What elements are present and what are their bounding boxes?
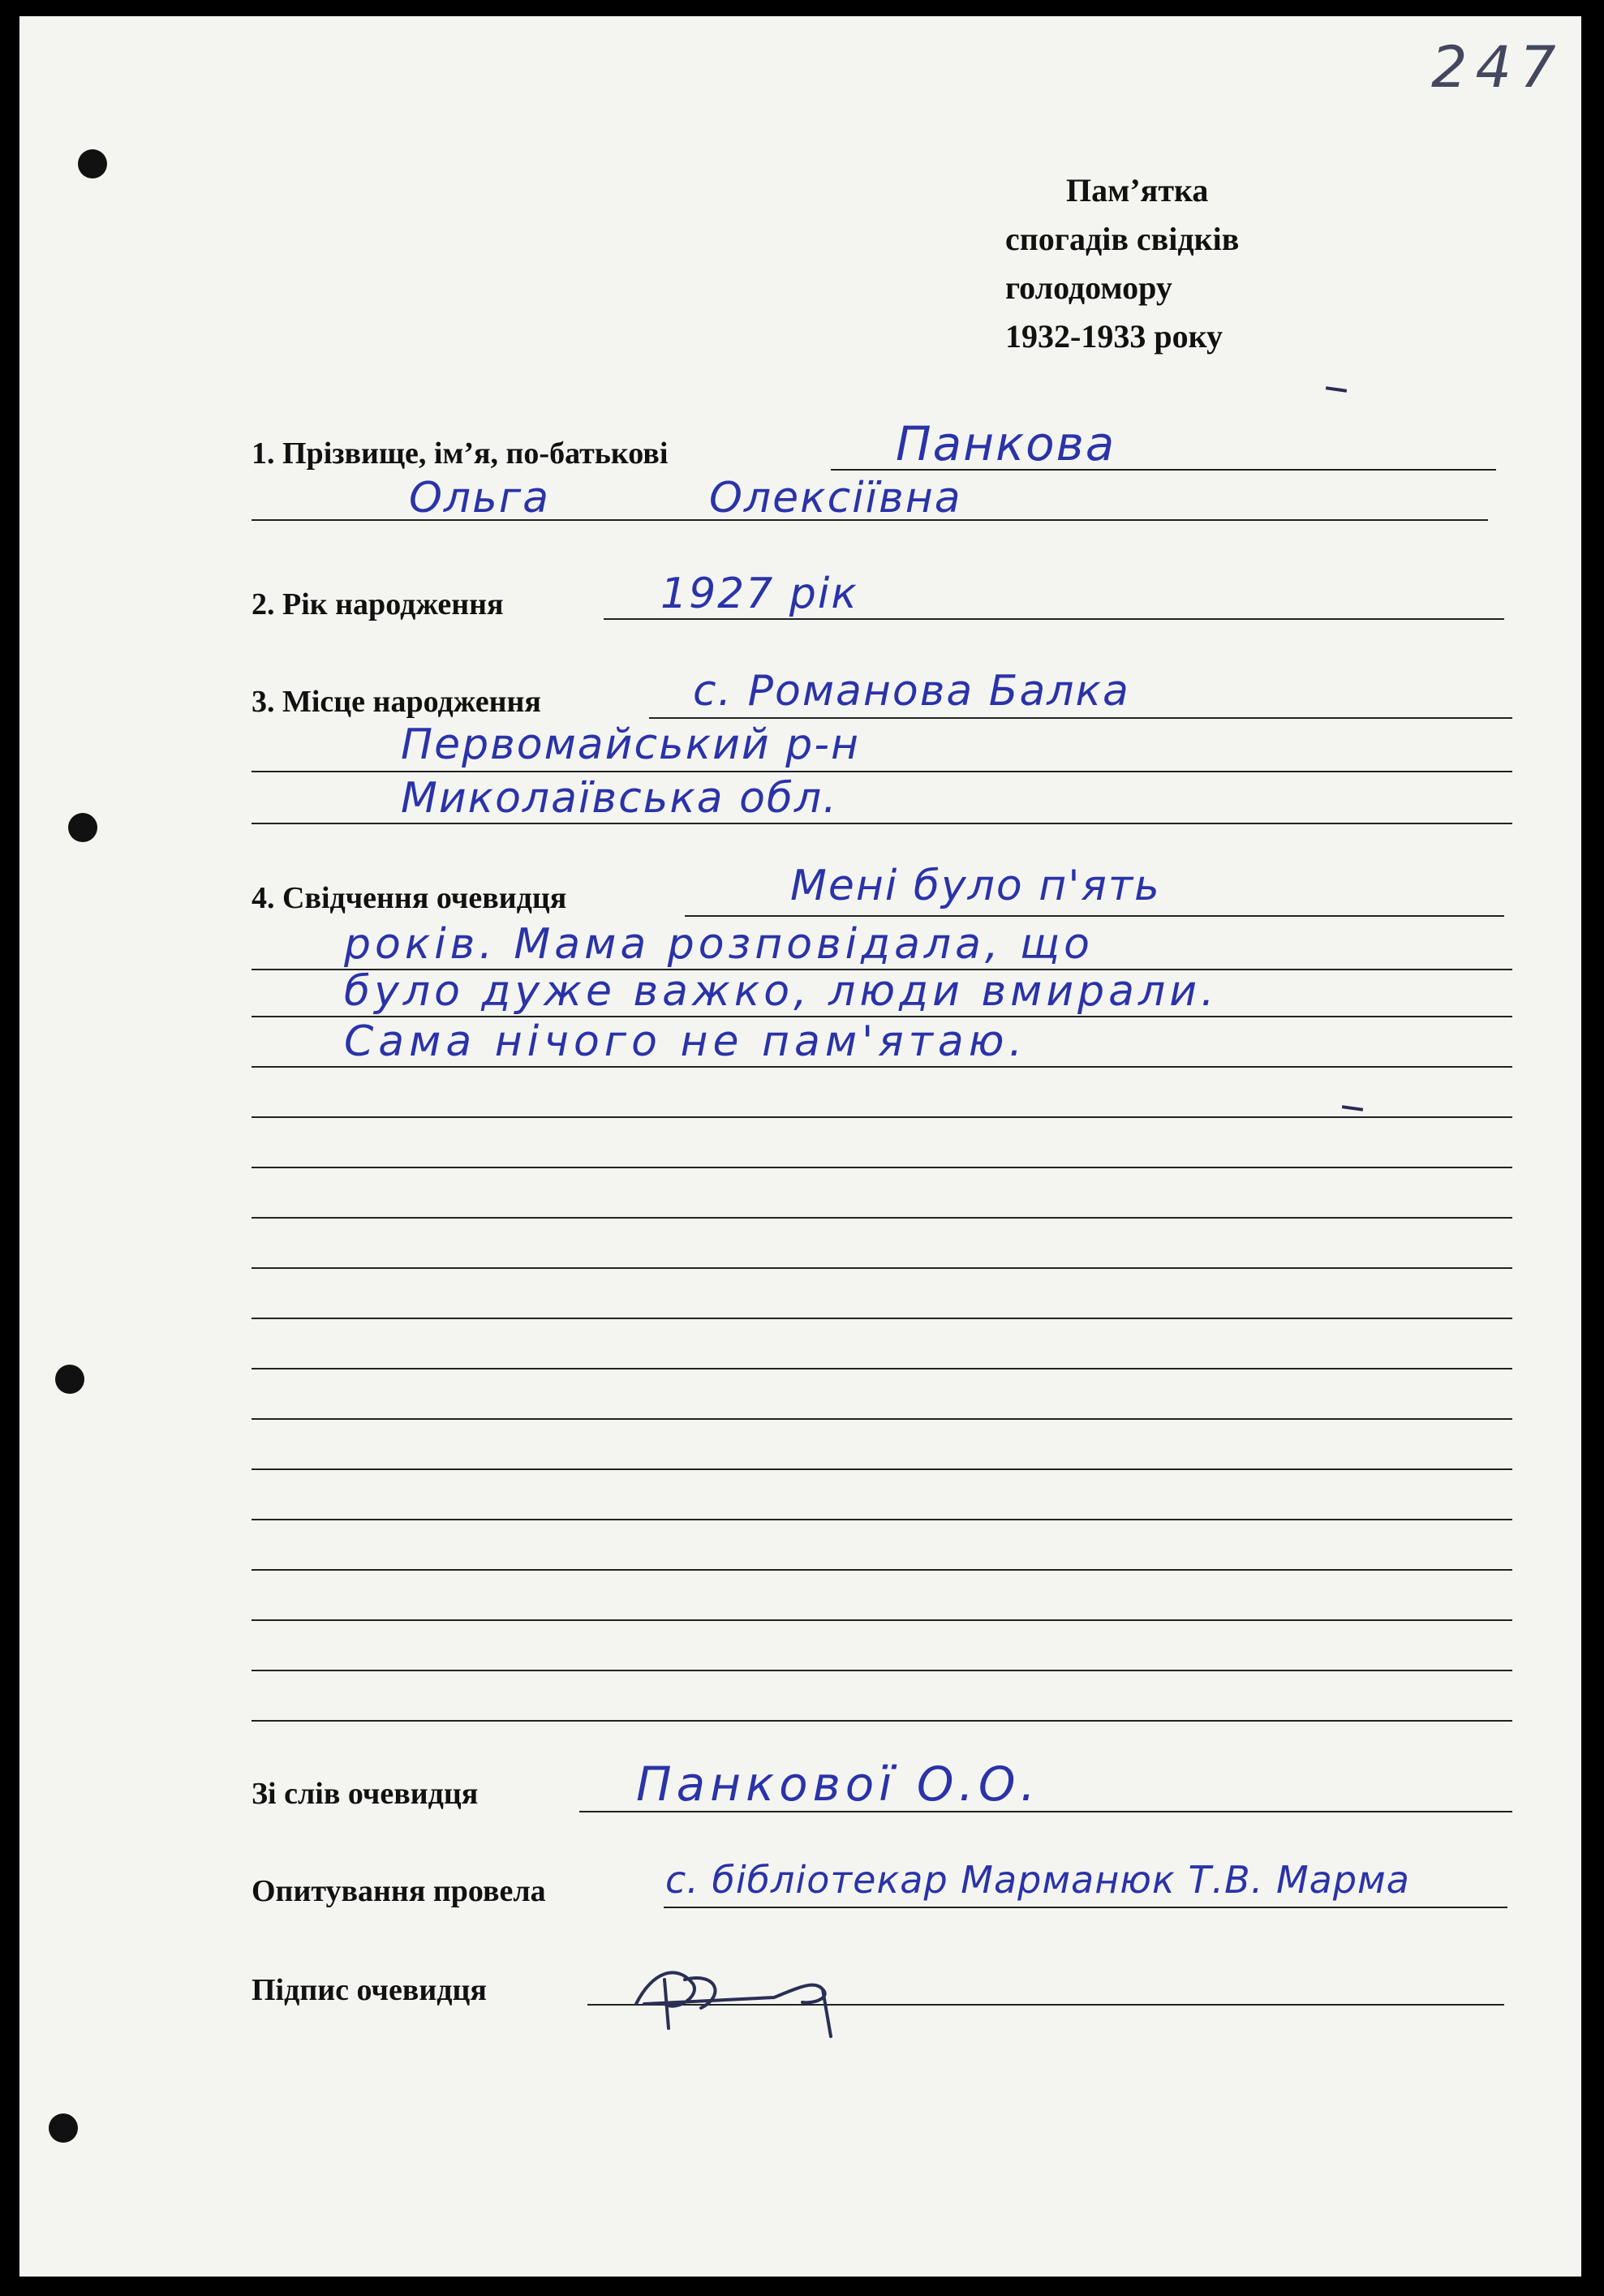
empty-rule — [252, 1619, 1512, 1621]
name-value-surname: Панкова — [896, 416, 1116, 471]
testimony-label: 4. Свідчення очевидця — [252, 881, 567, 915]
birth-place-value-3: Миколаївська обл. — [401, 774, 838, 823]
pen-mark — [1342, 1105, 1363, 1111]
interviewer-value: с. бібліотекар Марманюк Т.В. Марма — [665, 1858, 1410, 1902]
birth-place-value-2: Первомайський р-н — [401, 720, 860, 769]
testimony-rule — [685, 915, 1504, 917]
punch-hole — [68, 813, 97, 842]
testimony-line-4: Сама нічого не пам'ятаю. — [344, 1017, 1028, 1066]
interviewer-rule — [664, 1907, 1507, 1908]
folio-number: 247 — [1431, 34, 1564, 101]
empty-rule — [252, 1519, 1512, 1520]
empty-rule — [252, 1267, 1512, 1269]
empty-rule — [252, 1720, 1512, 1722]
empty-rule — [252, 1670, 1512, 1671]
empty-rule — [252, 1569, 1512, 1571]
empty-rule — [252, 1318, 1512, 1319]
signature-label: Підпис очевидця — [252, 1973, 487, 2007]
punch-hole — [78, 149, 107, 178]
name-value-patronymic: Олексіївна — [709, 474, 962, 522]
testimony-rule — [252, 1066, 1512, 1068]
title-line-4: 1932-1933 року — [1005, 318, 1223, 355]
empty-rule — [252, 1368, 1512, 1369]
birth-year-value: 1927 рік — [660, 570, 858, 618]
document-title — [1005, 166, 1362, 361]
empty-rule — [252, 1116, 1512, 1118]
birth-place-value-1: с. Романова Балка — [693, 667, 1130, 716]
name-label: 1. Прізвище, ім’я, по-батькові — [252, 436, 669, 471]
from-words-value: Панкової О.О. — [636, 1756, 1040, 1812]
pen-mark — [1326, 386, 1347, 393]
birth-year-rule — [604, 618, 1504, 620]
birth-place-rule-3 — [252, 823, 1512, 824]
interviewer-label: Опитування провела — [252, 1874, 546, 1908]
title-line-2: спогадів свідків — [1005, 221, 1240, 257]
testimony-line-1: Мені було п'ять — [790, 862, 1161, 910]
birth-place-label: 3. Місце народження — [252, 685, 541, 719]
document-page — [19, 16, 1581, 2277]
title-line-3: голодомору — [1005, 269, 1172, 306]
from-words-label: Зі слів очевидця — [252, 1777, 479, 1811]
birth-year-label: 2. Рік народження — [252, 587, 504, 621]
empty-rule — [252, 1418, 1512, 1420]
title-line-1: Пам’ятка — [1066, 172, 1209, 209]
punch-hole — [49, 2113, 78, 2143]
empty-rule — [252, 1468, 1512, 1470]
testimony-line-3: було дуже важко, люди вмирали. — [344, 967, 1219, 1016]
birth-place-rule-1 — [649, 717, 1512, 719]
empty-rule — [252, 1167, 1512, 1168]
name-value-first: Ольга — [409, 474, 550, 522]
punch-hole — [55, 1365, 84, 1394]
empty-rule — [252, 1217, 1512, 1219]
birth-place-rule-2 — [252, 771, 1512, 772]
testimony-line-2: років. Мама розповідала, що — [344, 920, 1094, 969]
signature-mark — [620, 1947, 879, 2061]
